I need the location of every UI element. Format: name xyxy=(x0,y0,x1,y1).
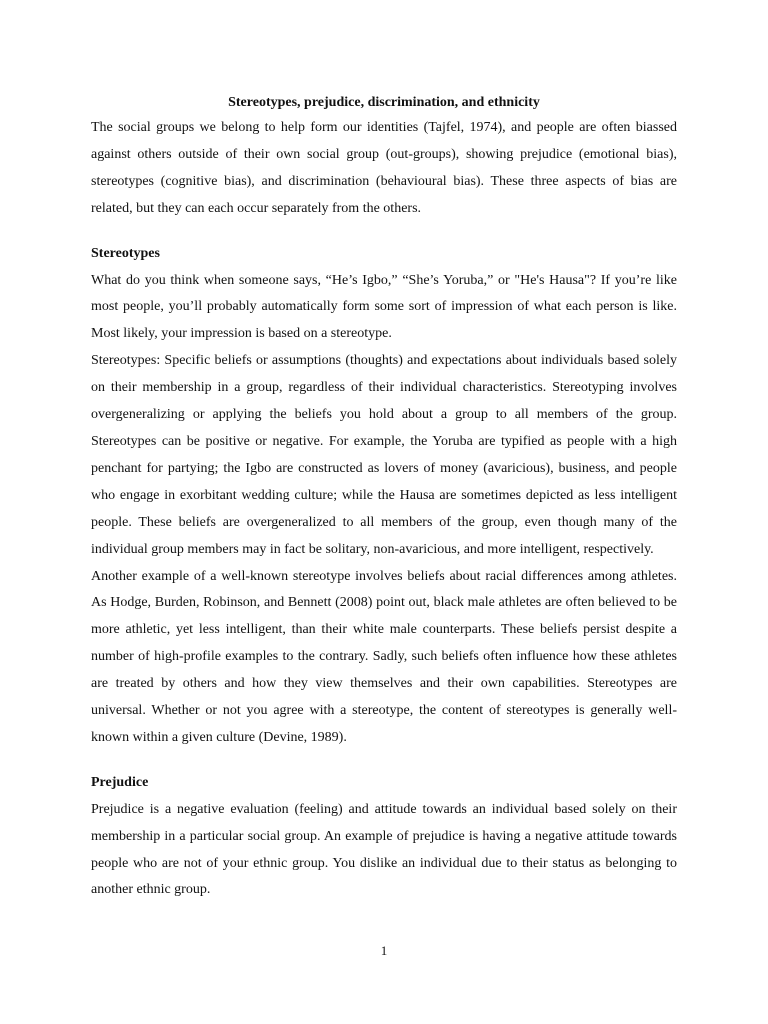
stereotypes-paragraph-1: What do you think when someone says, “He’s Igbo,” “She’s Yoruba,” or "He's Hausa"? If you’re like most people, you’ll probably automatically form some sort of impression of what each person is like. Most likely, your impression is based on a stereotype. xyxy=(91,272,677,342)
section-gap xyxy=(91,752,677,770)
section-heading-stereotypes: Stereotypes xyxy=(91,245,160,261)
stereotypes-paragraph-3: Another example of a well-known stereotype involves beliefs about racial differences among athletes. As Hodge, Burden, Robinson, and Bennett (2008) point out, black male athletes are often believed to be more athletic, yet less intelligent, than their white male counterparts. These beliefs persist despite a number of high-profile examples to the contrary. Sadly, such beliefs often influence how these athletes are treated by others and how they view themselves and their own capabilities. Stereotypes are universal. Whether or not you agree with a stereotype, the content of stereotypes is generally well-known within a given culture (Devine, 1989). xyxy=(91,568,677,745)
page-number: 1 xyxy=(380,943,388,958)
stereotypes-paragraph-2: Stereotypes: Specific beliefs or assumptions (thoughts) and expectations about individuals based solely on their membership in a group, regardless of their individual characteristics. Stereotyping involves overgeneralizing or applying the beliefs you hold about a group to all members of the group. Stereotypes can be positive or negative. For example, the Yoruba are typified as people with a high penchant for partying; the Igbo are constructed as lovers of money (avaricious), business, and people who engage in exorbitant wedding culture; while the Hausa are sometimes depicted as less intelligent people. These beliefs are overgeneralized to all members of the group, even though many of the individual group members may in fact be solitary, non-avaricious, and more intelligent, respectively. xyxy=(91,353,677,557)
prejudice-paragraph-1: Prejudice is a negative evaluation (feeling) and attitude towards an individual based solely on their membership in a particular social group. An example of prejudice is having a negative attitude towards people who are not of your ethnic group. You dislike an individual due to their status as belonging to another ethnic group. xyxy=(91,801,677,898)
section-heading-prejudice: Prejudice xyxy=(91,774,149,790)
document-title: Stereotypes, prejudice, discrimination, and ethnicity xyxy=(228,95,540,110)
section-gap xyxy=(91,223,677,241)
document-page xyxy=(91,94,677,904)
intro-paragraph: The social groups we belong to help form our identities (Tajfel, 1974), and people are often biassed against others outside of their own social group (out-groups), showing prejudice (emotional bias), stereotypes (cognitive bias), and discrimination (behavioural bias). These three aspects of bias are related, but they can each occur separately from the others. xyxy=(91,120,677,216)
